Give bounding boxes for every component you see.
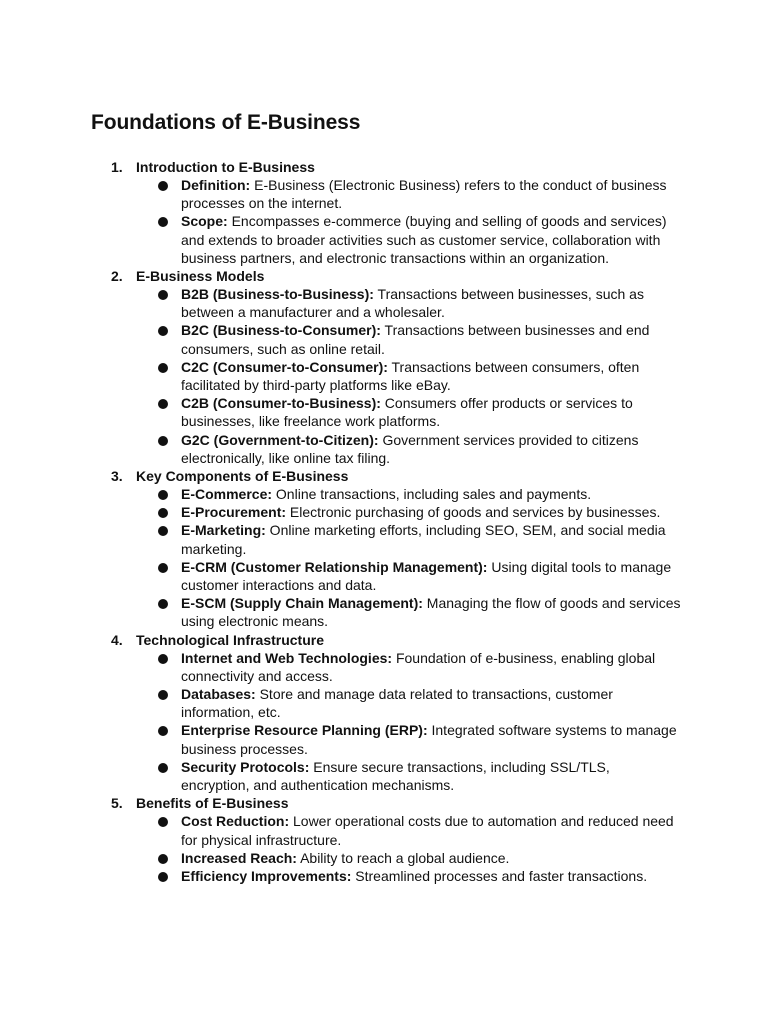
bullet-dot-icon [158, 217, 168, 227]
section-heading [0, 794, 768, 812]
list-item [0, 485, 681, 503]
item-description: Consumers offer products or services to businesses, like freelance work platforms. [181, 395, 633, 430]
item-description: Transactions between businesses, such as between a manufacturer and a wholesaler. [181, 286, 644, 321]
item-description: Online marketing efforts, including SEO, SEM, and social media marketing. [181, 522, 666, 557]
item-description: Government services provided to citizens electronically, like online tax filing. [181, 431, 639, 466]
list-item [0, 649, 681, 685]
list-item [0, 358, 681, 394]
section-title: Introduction to E-Business [136, 159, 315, 175]
section [0, 794, 768, 885]
item-description: Foundation of e-business, enabling global connectivity and access. [181, 649, 656, 684]
bullet-dot-icon [158, 399, 168, 409]
bullet-dot-icon [158, 490, 168, 500]
section-title: Key Components of E-Business [136, 468, 349, 485]
item-term: E-Procurement: [181, 504, 287, 521]
item-term: G2C (Government-to-Citizen): [181, 431, 379, 448]
bullet-list [0, 176, 768, 267]
item-description: Online transactions, including sales and payments. [272, 486, 592, 503]
item-term: Definition: [181, 177, 251, 193]
bullet-dot-icon [158, 508, 168, 518]
bullet-dot-icon [158, 363, 168, 373]
list-item [0, 503, 681, 521]
item-term: Databases: [181, 686, 256, 703]
list-item [0, 431, 681, 467]
section-number: 5. [111, 795, 123, 812]
section-number: 3. [111, 468, 123, 485]
item-description: Encompasses e-commerce (buying and selling of goods and services) and extends to broader activities such as customer service, collaboration with business partners, and electronic transactions within an organization. [181, 213, 667, 266]
item-term: B2C (Business-to-Consumer): [181, 322, 381, 339]
item-description: E-Business (Electronic Business) refers to the conduct of business processes on the internet. [181, 177, 667, 212]
bullet-dot-icon [158, 763, 168, 773]
item-description: Ensure secure transactions, including SSL/TLS, encryption, and authentication mechanisms. [181, 758, 610, 794]
item-term: C2C (Consumer-to-Consumer): [181, 358, 388, 375]
section-title: Benefits of E-Business [136, 795, 289, 812]
bullet-dot-icon [158, 526, 168, 536]
bullet-list [0, 812, 768, 885]
item-term: Scope: [181, 213, 228, 230]
list-item [0, 685, 681, 721]
bullet-dot-icon [158, 326, 168, 336]
item-term: B2B (Business-to-Business): [181, 286, 374, 303]
item-term: Cost Reduction: [181, 813, 290, 830]
list-item [0, 285, 681, 321]
section-list [0, 158, 768, 885]
section [0, 631, 768, 795]
bullet-dot-icon [158, 690, 168, 700]
bullet-dot-icon [158, 726, 168, 736]
bullet-list [0, 485, 768, 631]
item-description: Lower operational costs due to automation and reduced need for physical infrastructure. [181, 813, 674, 848]
item-term: E-CRM (Customer Relationship Management): [181, 558, 488, 575]
item-description: Ability to reach a global audience. [296, 849, 510, 866]
item-description: Integrated software systems to manage business processes. [181, 722, 677, 757]
list-item [0, 594, 681, 630]
section-title: E-Business Models [136, 268, 265, 285]
bullet-dot-icon [158, 854, 168, 864]
bullet-dot-icon [158, 290, 168, 300]
bullet-dot-icon [158, 817, 168, 827]
section-heading [0, 631, 768, 649]
item-description: Store and manage data related to transactions, customer information, etc. [181, 686, 613, 721]
bullet-dot-icon [158, 872, 168, 882]
section-heading [0, 158, 768, 176]
bullet-dot-icon [158, 654, 168, 664]
item-term: Internet and Web Technologies: [181, 649, 393, 666]
item-description: Electronic purchasing of goods and services by businesses. [286, 504, 661, 521]
bullet-dot-icon [158, 436, 168, 446]
item-description: Streamlined processes and faster transactions. [351, 867, 648, 884]
list-item [0, 867, 681, 885]
bullet-dot-icon [158, 563, 168, 573]
item-description: Using digital tools to manage customer interactions and data. [181, 558, 672, 594]
item-term: E-Commerce: [181, 486, 273, 503]
section-number: 4. [111, 631, 123, 648]
page-title: Foundations of E-Business [91, 111, 361, 134]
item-description: Transactions between consumers, often facilitated by third-party platforms like eBay. [181, 358, 640, 394]
list-item [0, 812, 681, 848]
item-term: Efficiency Improvements: [181, 867, 352, 884]
item-term: E-Marketing: [181, 522, 266, 539]
list-item [0, 558, 681, 594]
item-term: Security Protocols: [181, 758, 310, 775]
list-item [0, 721, 681, 757]
list-item [0, 212, 681, 267]
bullet-list [0, 285, 768, 467]
bullet-dot-icon [158, 599, 168, 609]
item-term: Increased Reach: [181, 849, 297, 866]
list-item [0, 521, 681, 557]
item-description: Transactions between businesses and end consumers, such as online retail. [181, 322, 650, 357]
list-item [0, 758, 681, 794]
section [0, 467, 768, 631]
section-title: Technological Infrastructure [136, 631, 324, 648]
bullet-list [0, 649, 768, 795]
section [0, 267, 768, 467]
list-item [0, 321, 681, 357]
item-term: Enterprise Resource Planning (ERP): [181, 722, 428, 739]
list-item [0, 849, 681, 867]
section-number: 1. [111, 159, 123, 175]
list-item [0, 176, 681, 212]
list-item [0, 394, 681, 430]
section-heading [0, 467, 768, 485]
section-number: 2. [111, 268, 123, 285]
item-description: Managing the flow of goods and services using electronic means. [181, 595, 681, 630]
item-term: C2B (Consumer-to-Business): [181, 395, 381, 412]
item-term: E-SCM (Supply Chain Management): [181, 595, 423, 612]
section-heading [0, 267, 768, 285]
section [0, 158, 768, 267]
bullet-dot-icon [158, 181, 168, 191]
